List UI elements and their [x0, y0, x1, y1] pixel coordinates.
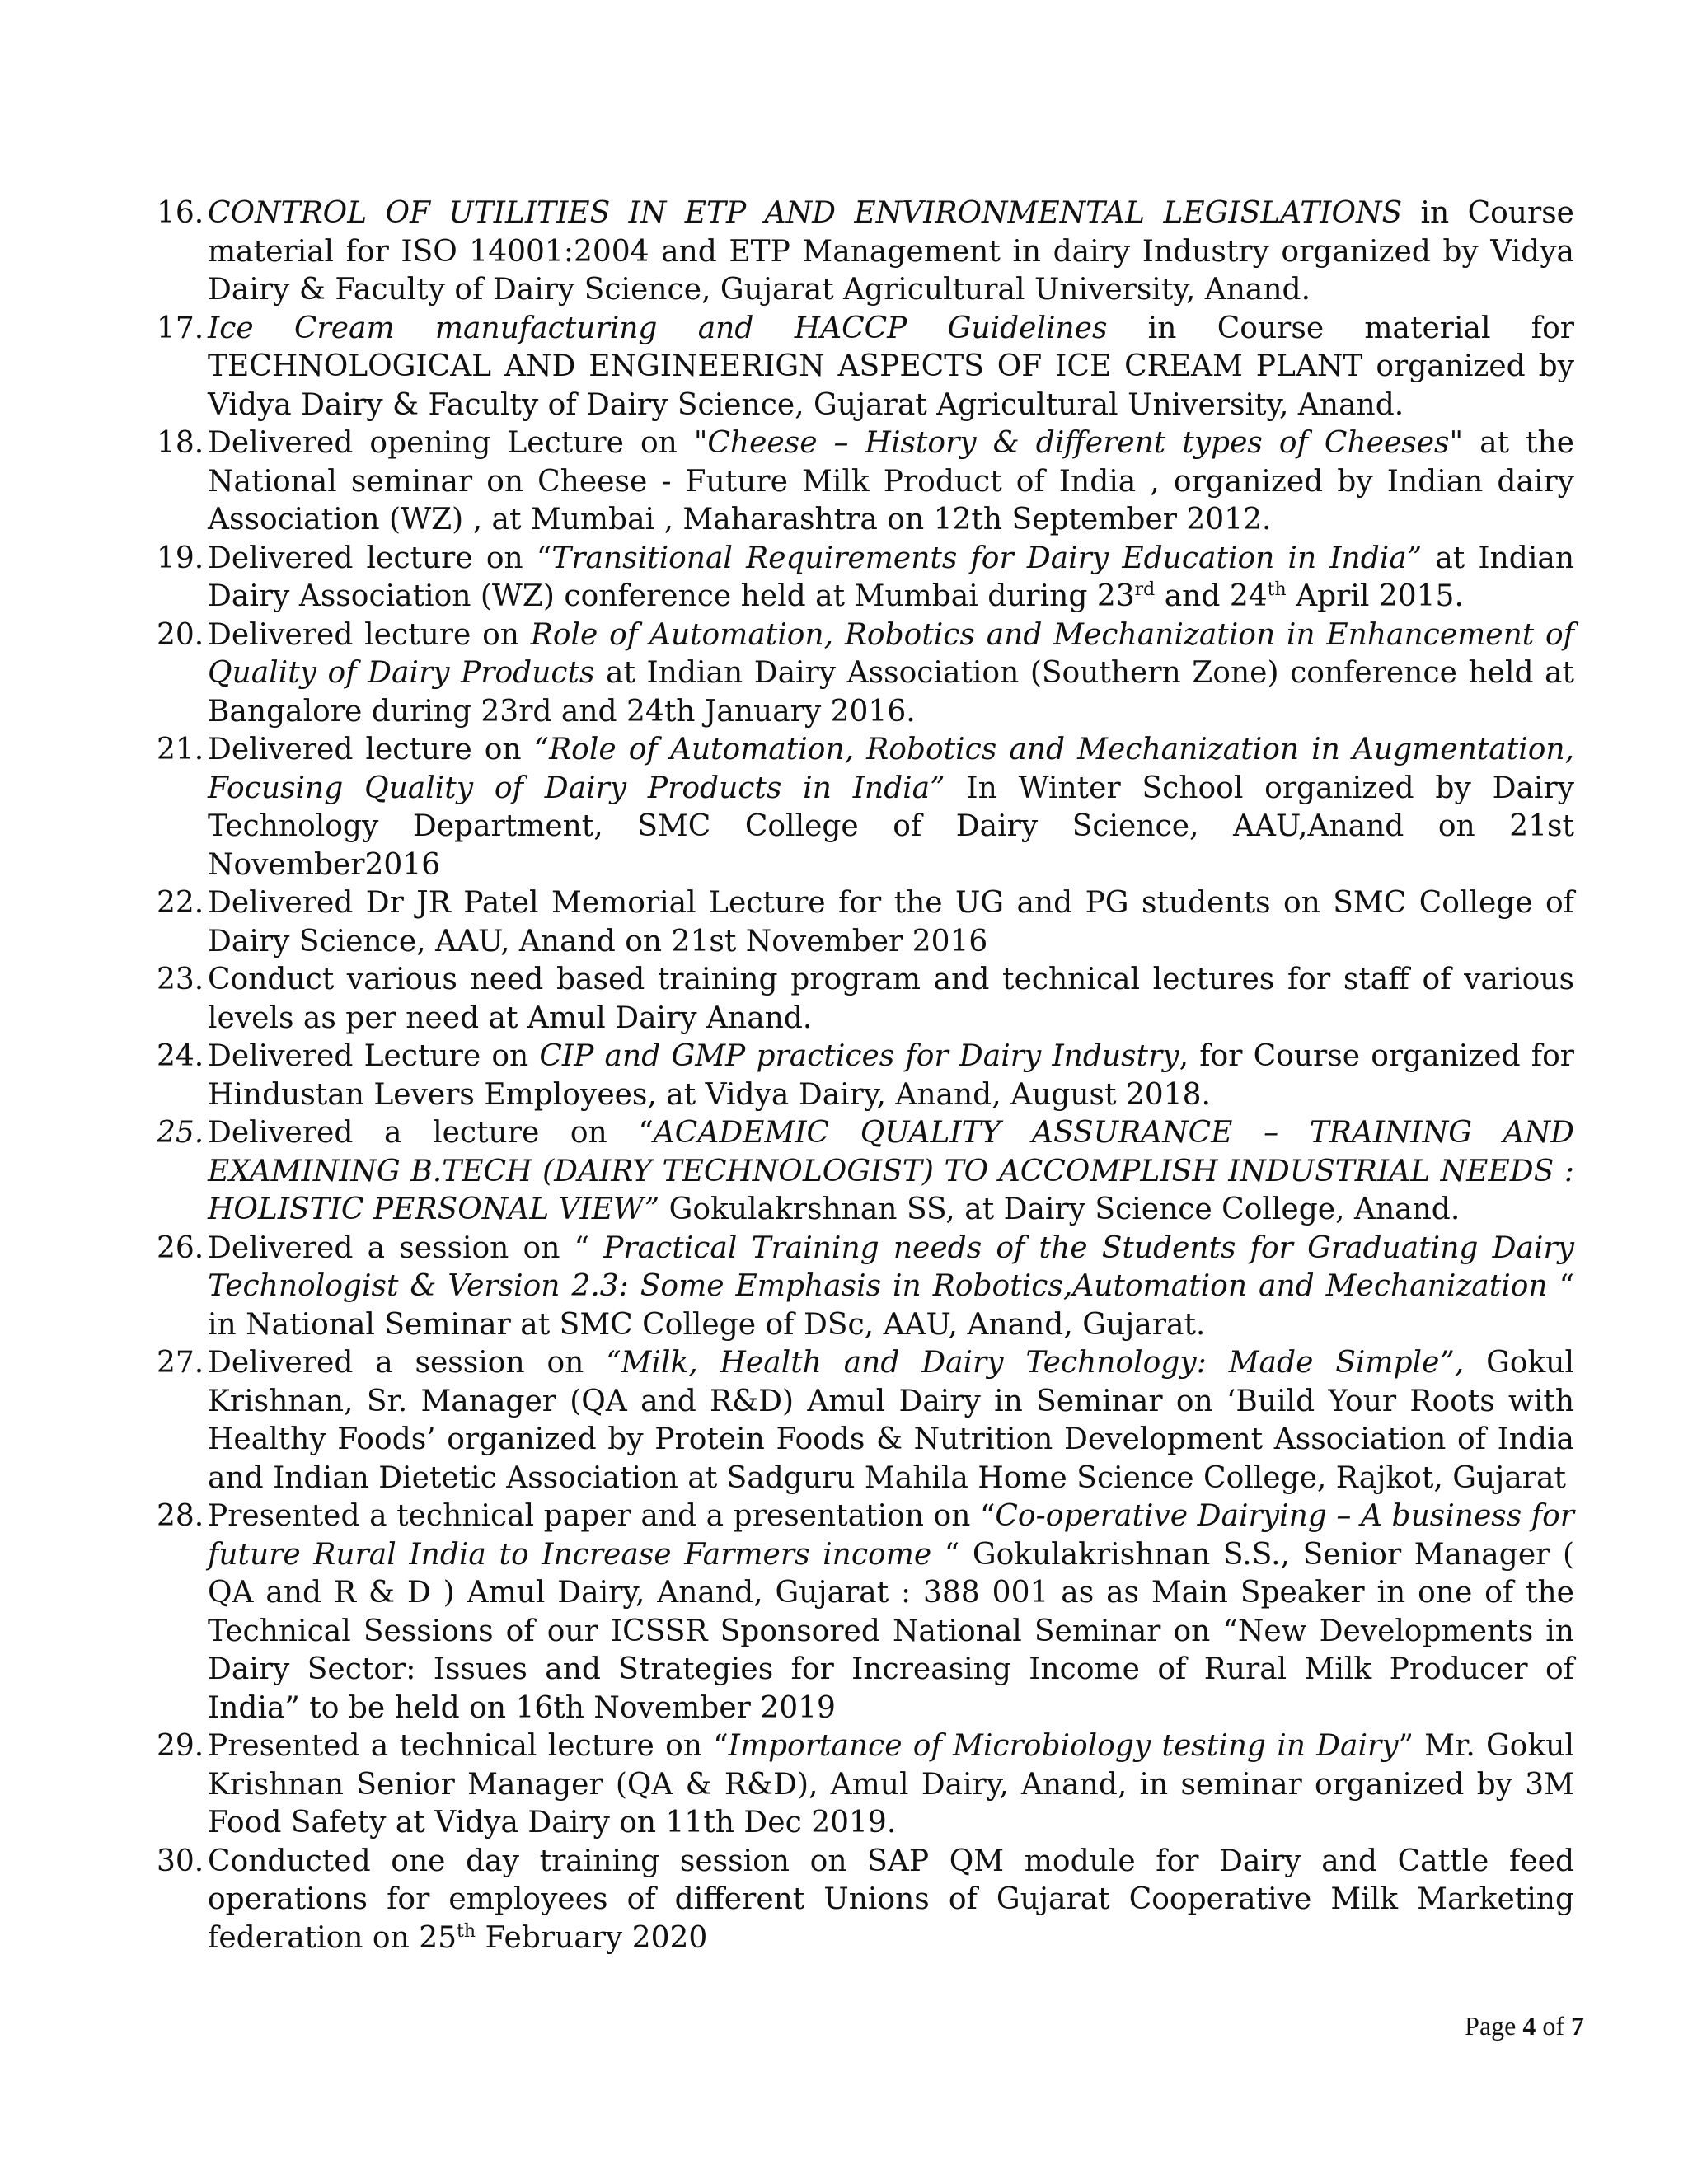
text-segment: April 2015.: [1286, 579, 1464, 613]
page-of: of: [1536, 2011, 1571, 2041]
list-item: [157, 616, 1574, 732]
page-current: 4: [1522, 2011, 1536, 2041]
list-item-text: [208, 1727, 1574, 1843]
list-item-text: [208, 1230, 1574, 1345]
list-item-text: [208, 424, 1574, 540]
italic-title: Cheese – History & different types of Cheeses: [707, 426, 1450, 460]
list-item: [157, 194, 1574, 310]
text-segment: February 2020: [476, 1920, 708, 1955]
list-item: [157, 1843, 1574, 1958]
list-item-number: 29.: [157, 1729, 204, 1763]
list-item: [157, 540, 1574, 616]
italic-title: Role of Automation, Robotics and Mechanization in Enhancement of Quality of Dairy Products: [208, 617, 1574, 690]
list-item-text: [208, 1344, 1574, 1497]
page-footer: [1465, 2011, 1584, 2041]
text-segment: Delivered lecture on: [208, 617, 531, 652]
list-item-number: 26.: [157, 1230, 204, 1265]
list-item-text: [208, 884, 1574, 961]
list-item-number: 25.: [157, 1116, 204, 1150]
text-segment: Presented a technical lecture on “: [208, 1729, 729, 1763]
list-item-number: 24.: [157, 1039, 204, 1073]
text-segment: Conducted one day training session on SAP QM module for Dairy and Cattle feed operations for employees of different Unions of Gujarat Cooperative Milk Marketing federation on 25: [208, 1844, 1574, 1955]
list-item-text: [208, 194, 1574, 310]
text-segment: Gokulakrshnan SS, at Dairy Science College, Anand.: [659, 1193, 1461, 1226]
text-segment: Gokul Krishnan, Sr. Manager (QA and R&D) Amul Dairy in Seminar on ‘Build Your Roots with Healthy Foods’ organized by Protein Foods & Nutrition Development Association of India and Indian Dietetic Association at Sadguru Mahila Home Science College, Rajkot, Gujarat: [208, 1346, 1575, 1495]
list-item-text: [208, 961, 1574, 1038]
text-segment: Delivered opening Lecture on ": [208, 426, 708, 460]
italic-title: Transitional Requirements for Dairy Education in India”: [551, 541, 1423, 575]
list-item-number: 20.: [157, 617, 204, 652]
lecture-list: [157, 194, 1574, 1957]
text-segment: Delivered a session on “: [208, 1230, 604, 1265]
text-segment: and 24: [1155, 579, 1268, 613]
list-item-text: [208, 1843, 1574, 1958]
list-item-number: 19.: [157, 541, 204, 575]
text-segment: Delivered Dr JR Patel Memorial Lecture for the UG and PG students on SMC College of Dairy Science, AAU, Anand on 21st November 2016: [208, 886, 1574, 958]
text-segment: , for Course organized for Hindustan Levers Employees, at Vidya Dairy, Anand, August 2018.: [208, 1039, 1575, 1112]
list-item-text: [208, 1114, 1574, 1230]
text-segment: Delivered a lecture on “: [208, 1116, 654, 1150]
text-segment: Delivered lecture on: [208, 733, 534, 766]
list-item-text: [208, 540, 1574, 616]
superscript: th: [1267, 579, 1287, 600]
text-segment: “ in National Seminar at SMC College of DSc, AAU, Anand, Gujarat.: [208, 1269, 1574, 1342]
italic-title: ACADEMIC QUALITY ASSURANCE – TRAINING AND EXAMINING B.TECH (DAIRY TECHNOLOGIST) TO ACCOMPLISH INDUSTRIAL NEEDS : HOLISTIC PERSONAL VIEW”: [208, 1116, 1575, 1226]
list-item: [157, 731, 1574, 884]
list-item-number: 18.: [157, 426, 204, 460]
text-segment: Conduct various need based training program and technical lectures for staff of various levels as per need at Amul Dairy Anand.: [208, 963, 1574, 1035]
text-segment: Delivered a session on: [208, 1346, 607, 1380]
page-total: 7: [1571, 2011, 1584, 2041]
italic-title: Ice Cream manufacturing and HACCP Guidelines: [208, 311, 1108, 345]
italic-title: Importance of Microbiology testing in Dairy: [728, 1729, 1399, 1763]
text-segment: Delivered Lecture on: [208, 1039, 540, 1073]
list-item-number: 21.: [157, 733, 204, 766]
italic-title: CIP and GMP practices for Dairy Industry: [539, 1039, 1179, 1073]
list-item: [157, 424, 1574, 540]
page-label: Page: [1465, 2011, 1523, 2041]
list-item-number: 27.: [157, 1346, 204, 1380]
list-item: [157, 310, 1574, 425]
superscript: th: [457, 1920, 476, 1942]
list-item: [157, 1344, 1574, 1497]
list-item: [157, 961, 1574, 1038]
list-item-text: [208, 731, 1574, 884]
text-segment: at Indian Dairy Association (Southern Zone) conference held at Bangalore during 23rd and 24th January 2016.: [208, 656, 1574, 729]
text-segment: Presented a technical paper and a presentation on “: [208, 1499, 996, 1533]
list-item-text: [208, 310, 1574, 425]
list-item: [157, 1727, 1574, 1843]
text-segment: ” Mr. Gokul Krishnan Senior Manager (QA & R&D), Amul Dairy, Anand, in seminar organized by 3M Food Safety at Vidya Dairy on 11th Dec 2019.: [208, 1729, 1574, 1840]
list-item-text: [208, 1497, 1574, 1727]
italic-title: CONTROL OF UTILITIES IN ETP AND ENVIRONMENTAL LEGISLATIONS: [208, 196, 1403, 230]
italic-title: Co-operative Dairying – A business for future Rural India to Increase Farmers income: [208, 1499, 1574, 1572]
list-item: [157, 1230, 1574, 1345]
text-segment: In Winter School organized by Dairy Technology Department, SMC College of Dairy Science, AAU,Anand on 21st November2016: [208, 771, 1574, 882]
text-segment: in Course material for TECHNOLOGICAL AND ENGINEERIGN ASPECTS OF ICE CREAM PLANT organized by Vidya Dairy & Faculty of Dairy Science, Gujarat Agricultural University, Anand.: [208, 311, 1574, 422]
list-item-number: 23.: [157, 963, 204, 996]
text-segment: at Indian Dairy Association (WZ) conference held at Mumbai during 23: [208, 541, 1575, 613]
text-segment: in Course material for ISO 14001:2004 and ETP Management in dairy Industry organized by Vidya Dairy & Faculty of Dairy Science, Gujarat Agricultural University, Anand.: [208, 196, 1574, 307]
list-item-number: 16.: [157, 196, 204, 230]
list-item: [157, 884, 1574, 961]
list-item: [157, 1497, 1574, 1727]
list-item-number: 17.: [157, 311, 204, 345]
list-item-number: 28.: [157, 1499, 204, 1533]
italic-title: Practical Training needs of the Students for Graduating Dairy Technologist & Version 2.3: Some Emphasis in Robotics,Automation and Mechanization: [208, 1230, 1574, 1303]
italic-title: “Milk, Health and Dairy Technology: Made Simple”,: [606, 1346, 1465, 1380]
text-segment: " at the National seminar on Cheese - Future Milk Product of India , organized by Indian dairy Association (WZ) , at Mumbai , Maharashtra on 12th September 2012.: [208, 426, 1574, 537]
list-item-text: [208, 616, 1574, 732]
text-segment: “ Gokulakrishnan S.S., Senior Manager ( QA and R & D ) Amul Dairy, Anand, Gujarat : 388 001 as as Main Speaker in one of the Technical Sessions of our ICSSR Sponsored National Seminar on “New Developments in Dairy Sector: Issues and Strategies for Increasing Income of Rural Milk Producer of India” to be held on 16th November 2019: [208, 1537, 1575, 1725]
list-item-text: [208, 1038, 1574, 1114]
list-item-number: 30.: [157, 1844, 204, 1878]
text-segment: Delivered lecture on “: [208, 541, 552, 575]
superscript: rd: [1134, 579, 1156, 600]
list-item: [157, 1114, 1574, 1230]
list-item: [157, 1038, 1574, 1114]
list-item-number: 22.: [157, 886, 204, 920]
italic-title: “Role of Automation, Robotics and Mechanization in Augmentation, Focusing Quality of Dairy Products in India”: [208, 733, 1574, 805]
